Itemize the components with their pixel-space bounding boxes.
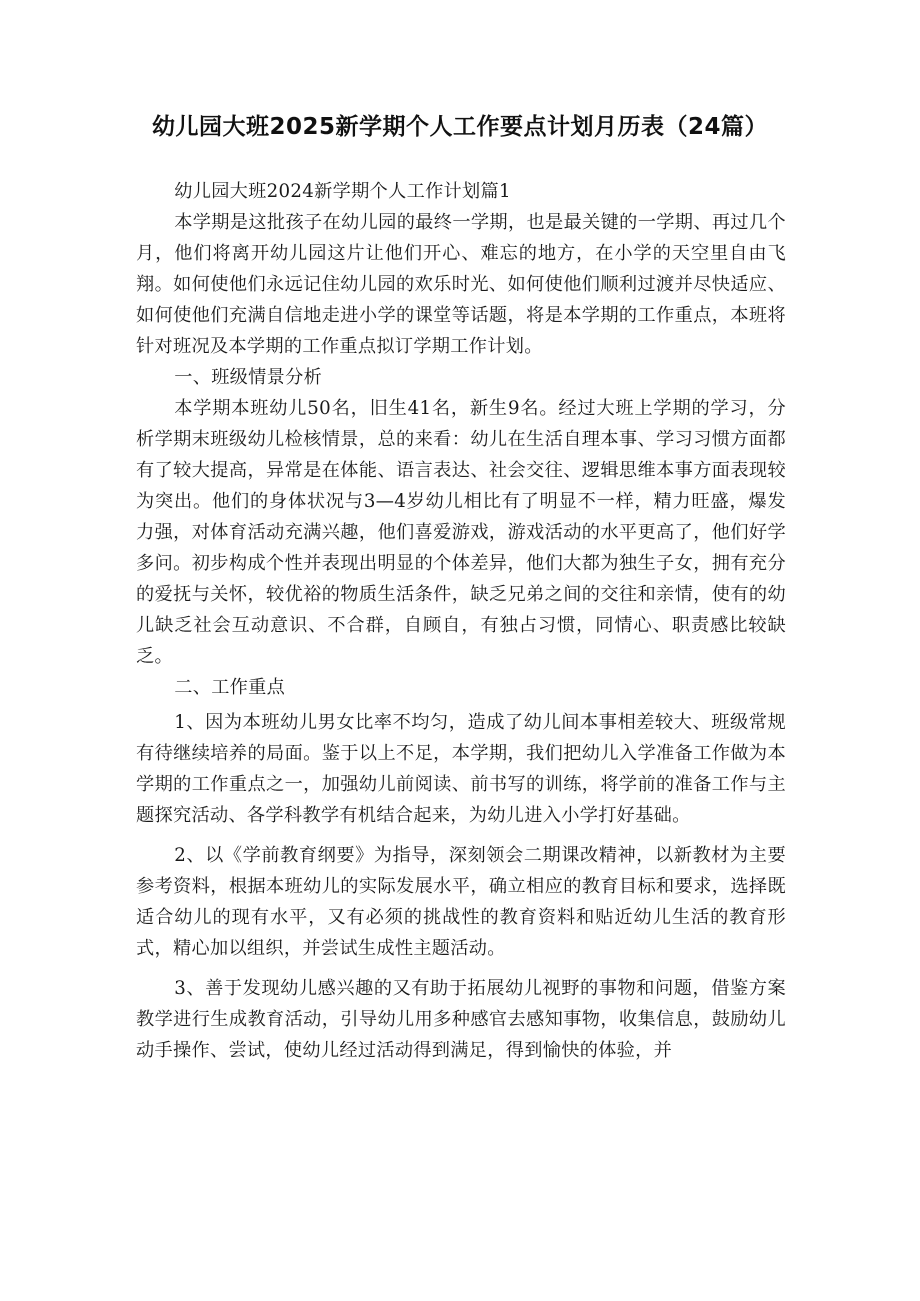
document-title: 幼儿园大班2025新学期个人工作要点计划月历表（24篇） [151, 114, 769, 140]
intro-paragraph: 本学期是这批孩子在幼儿园的最终一学期，也是最关键的一学期、再过几个月，他们将离开幼儿园这片让他们开心、难忘的地方，在小学的天空里自由飞翔。如何使他们永远记住幼儿园的欢乐时光、如何使他们顺利过渡并尽快适应、如何使他们充满自信地走进小学的课堂等话题，将是本学期的工作重点，本班将针对班况及本学期的工作重点拟订学期工作计划。 [136, 212, 786, 357]
section-heading-class-analysis: 一、班级情景分析 [174, 367, 323, 388]
section-heading-work-focus: 二、工作重点 [174, 677, 286, 698]
work-point-3: 3、善于发现幼儿感兴趣的又有助于拓展幼儿视野的事物和问题，借鉴方案教学进行生成教育活动，引导幼儿用多种感官去感知事物，收集信息，鼓励幼儿动手操作、尝试，使幼儿经过活动得到满足，得到愉快的体验，并 [136, 978, 786, 1061]
work-point-1: 1、因为本班幼儿男女比率不均匀，造成了幼儿间本事相差较大、班级常规有待继续培养的局面。鉴于以上不足，本学期，我们把幼儿入学准备工作做为本学期的工作重点之一，加强幼儿前阅读、前书写的训练，将学前的准备工作与主题探究活动、各学科教学有机结合起来，为幼儿进入小学打好基础。 [136, 712, 786, 826]
document-body [136, 176, 786, 1066]
section-subtitle: 幼儿园大班2024新学期个人工作计划篇1 [174, 181, 511, 202]
work-point-2: 2、以《学前教育纲要》为指导，深刻领会二期课改精神，以新教材为主要参考资料，根据本班幼儿的实际发展水平，确立相应的教育目标和要求，选择既适合幼儿的现有水平，又有必须的挑战性的教育资料和贴近幼儿生活的教育形式，精心加以组织，并尝试生成性主题活动。 [136, 845, 786, 959]
class-analysis-paragraph: 本学期本班幼儿50名，旧生41名，新生9名。经过大班上学期的学习，分析学期末班级幼儿检核情景，总的来看：幼儿在生活自理本事、学习习惯方面都有了较大提高，异常是在体能、语言表达、社会交往、逻辑思维本事方面表现较为突出。他们的身体状况与3—4岁幼儿相比有了明显不一样，精力旺盛，爆发力强，对体育活动充满兴趣，他们喜爱游戏，游戏活动的水平更高了，他们好学多问。初步构成个性并表现出明显的个体差异，他们大都为独生子女，拥有充分的爱抚与关怀，较优裕的物质生活条件，缺乏兄弟之间的交往和亲情，使有的幼儿缺乏社会互动意识、不合群，自顾自，有独占习惯，同情心、职责感比较缺乏。 [136, 398, 786, 667]
